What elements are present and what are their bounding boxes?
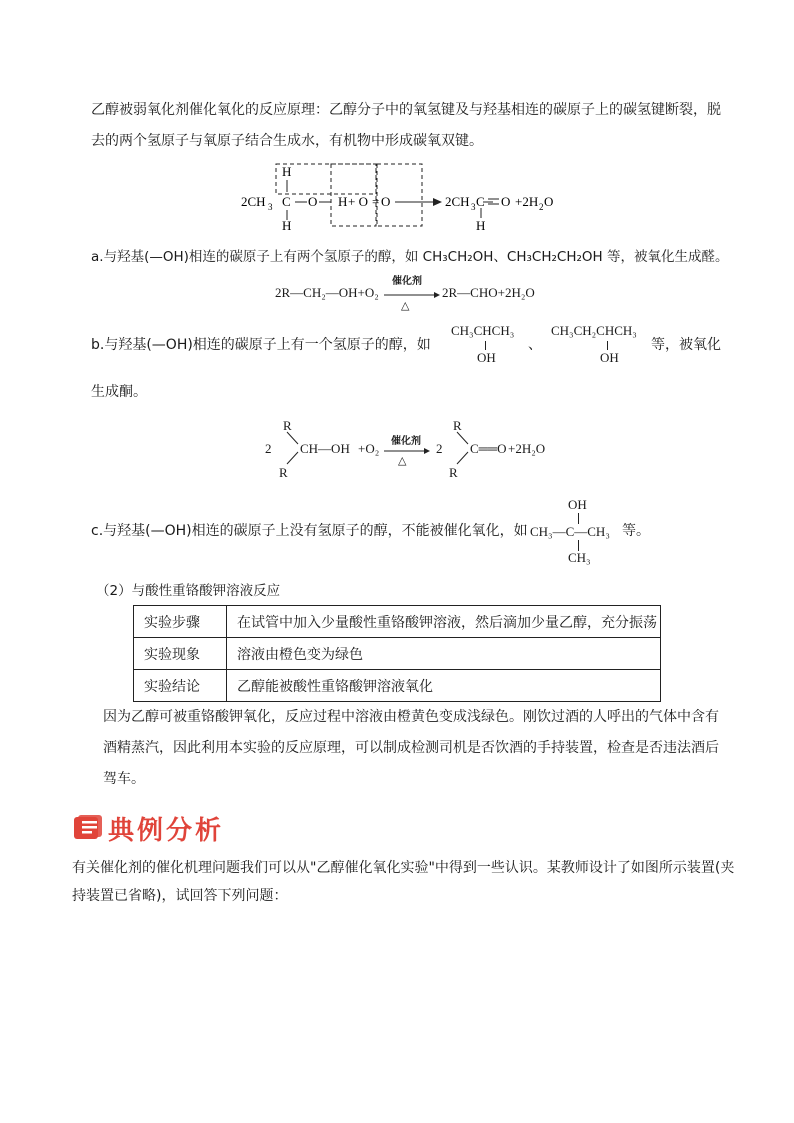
case-a-eq-left: 2R—CH₂—OH+O₂: [275, 285, 379, 300]
mech-c-right: C: [476, 194, 485, 209]
case-a-eq-right: 2R—CHO+2H₂O: [442, 285, 535, 300]
mech-c: C: [282, 194, 291, 209]
case-b-mol1-bond: [485, 341, 486, 350]
case-b-mol2-oh: OH: [600, 350, 619, 365]
table-cell-key: 实验结论: [134, 670, 227, 702]
mech-plus-o: + O: [348, 194, 368, 209]
case-c-ch3-bottom: CH₃: [568, 550, 591, 565]
case-b-mol1-top: CH₃CHCH₃: [451, 323, 515, 338]
table-cell-value: 乙醇能被酸性重铬酸钾溶液氧化: [227, 670, 661, 702]
case-c-oh: OH: [568, 497, 587, 512]
table-row: [134, 670, 661, 702]
mech-coef-right: 2CH: [445, 194, 470, 209]
table-row: [134, 638, 661, 670]
ketone-r-bottom: R: [279, 465, 288, 480]
svg-text:2: 2: [539, 202, 544, 212]
ketone-o2: +O₂: [358, 441, 380, 456]
intro-line-1: 乙醇被弱氧化剂催化氧化的反应原理：乙醇分子中的氧氢键及与羟基相连的碳原子上的碳氢键断裂，脱: [91, 102, 721, 118]
intro-line-2: 去的两个氢原子与氧原子结合生成水，有机物中形成碳氧双键。: [91, 133, 483, 149]
case-c-tail: 等。: [622, 523, 650, 539]
case-b-mol2-top: CH₃CH₂CHCH₃: [551, 323, 637, 338]
case-b-sep: 、: [528, 337, 542, 353]
case-a-heat: △: [401, 299, 410, 312]
mech-water-o: O: [544, 194, 554, 209]
ketone-r-top: R: [283, 418, 292, 433]
ketone-coef: 2: [265, 441, 272, 456]
case-c-text: c.与羟基(—OH)相连的碳原子上没有氢原子的醇，不能被催化氧化，如: [91, 523, 528, 539]
case-b-mol1-oh: OH: [477, 350, 496, 365]
experiment-table: [133, 605, 661, 702]
case-b-mol2-bond: [607, 341, 608, 350]
ketone-coef2: 2: [436, 441, 443, 456]
mech-h-bottom: H: [282, 218, 292, 233]
table-cell-value: 溶液由橙色变为绿色: [227, 638, 661, 670]
mech-h-top: H: [282, 164, 292, 179]
section2-heading: （2）与酸性重铬酸钾溶液反应: [96, 583, 281, 599]
case-b-tail: 等，被氧化: [651, 337, 721, 353]
ketone-catalyst: 催化剂: [391, 436, 421, 447]
example-title: 典例分析: [108, 816, 225, 846]
ketone-c-eq-o: C══O: [470, 441, 507, 456]
case-c-chain: CH₃—C—CH₃: [530, 524, 610, 539]
mech-water: +2H: [515, 194, 539, 209]
case-a-arrow: [384, 290, 440, 300]
table-cell-key: 实验步骤: [134, 606, 227, 638]
case-a-text: a.与羟基(—OH)相连的碳原子上有两个氢原子的醇，如 CH₃CH₂OH、CH₃CH₂CH₂OH 等，被氧化生成醛。: [91, 249, 729, 265]
section2-note-line-2: 酒精蒸汽，因此利用本实验的反应原理，可以制成检测司机是否饮酒的手持装置，检查是否违法酒后: [103, 740, 719, 756]
mech-o: O: [308, 194, 318, 209]
mech-eq: =: [372, 194, 380, 209]
ketone-ch-oh: CH—OH: [300, 441, 350, 456]
mech-h-right: H: [476, 218, 486, 233]
case-c-bond-top: [578, 513, 579, 524]
case-b-line2: 生成酮。: [91, 384, 147, 400]
svg-text:3: 3: [471, 202, 476, 212]
table-row: [134, 606, 661, 638]
mech-o2: O: [381, 194, 391, 209]
case-b-text: b.与羟基(—OH)相连的碳原子上有一个氢原子的醇，如: [91, 337, 431, 353]
mech-o-right: O: [501, 194, 511, 209]
ethanol-oxidation-mechanism: [235, 158, 565, 236]
mech-coef-left: 2CH: [241, 194, 266, 209]
table-cell-key: 实验现象: [134, 638, 227, 670]
mech-h-mid: H: [338, 194, 348, 209]
ketone-heat: △: [398, 454, 407, 467]
table-cell-value: 在试管中加入少量酸性重铬酸钾溶液，然后滴加少量乙醇，充分振荡: [227, 606, 661, 638]
section2-note-line-1: 因为乙醇可被重铬酸钾氧化，反应过程中溶液由橙黄色变成浅绿色。刚饮过酒的人呼出的气体中含有: [103, 709, 719, 725]
example-line-1: 有关催化剂的催化机理问题我们可以从"乙醇催化氧化实验"中得到一些认识。某教师设计了如图所示装置(夹: [72, 860, 735, 876]
svg-text:3: 3: [268, 202, 273, 212]
ketone-water: +2H₂O: [508, 441, 546, 456]
section2-note-line-3: 驾车。: [103, 771, 145, 787]
ketone-r-top2: R: [453, 418, 462, 433]
book-icon: [72, 813, 104, 843]
ketone-arrow: [384, 446, 430, 456]
ketone-r-bottom2: R: [449, 465, 458, 480]
case-a-catalyst: 催化剂: [392, 276, 422, 287]
example-line-2: 持装置已省略)，试回答下列问题：: [72, 888, 288, 904]
